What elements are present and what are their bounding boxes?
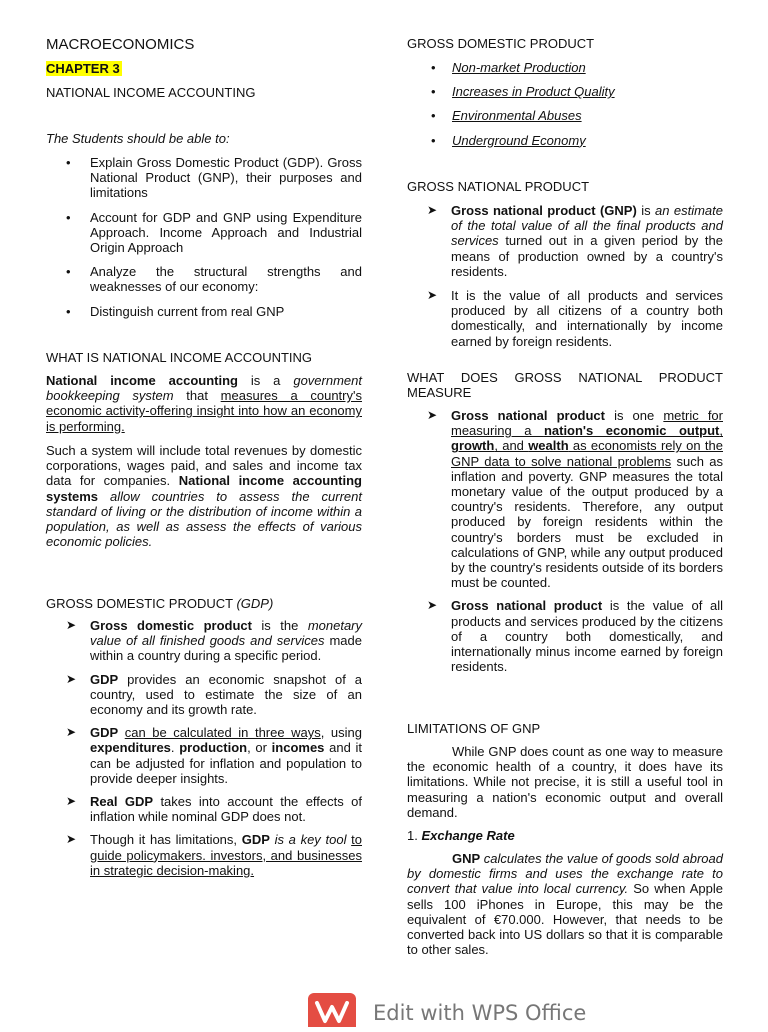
bullet-dot-icon: • xyxy=(66,209,71,225)
objective-item xyxy=(46,264,362,294)
text-run: as economists rely on the GNP data to solve national problems xyxy=(451,438,723,469)
chapter-label xyxy=(46,61,122,76)
exchange-rate-heading xyxy=(407,828,515,843)
text-run: such as inflation and poverty. GNP measures the total monetary value of the output produced by a country's residents. Therefore, any output produced by foreign residents within the country's borders must be excluded in calculations of GNP, while any output produced by the country's residents outside of its borders must be counted. xyxy=(451,453,723,591)
gdp-limit-item xyxy=(407,84,723,99)
gnp-item-text: It is the value of all products and services produced by all citizens of a country both domestically, and internationally by income earned by foreign residents. xyxy=(451,288,723,349)
arrow-bullet-icon: ➤ xyxy=(427,408,438,422)
bullet-dot-icon: • xyxy=(66,155,71,170)
text-run: monetary value of all finished goods and services xyxy=(90,618,363,649)
gnp-item xyxy=(407,203,723,279)
text-run: is the xyxy=(251,618,308,633)
wps-edit-text: Edit with WPS Office xyxy=(373,1001,587,1025)
text-run: , using xyxy=(320,725,362,741)
gnp-list xyxy=(407,203,723,349)
objective-item xyxy=(46,210,362,256)
text-run: is the value of all products and services produced by the citizens of a country both domestically, and internationally minus income earned by foreign residents. xyxy=(451,598,723,675)
measure-item xyxy=(407,408,723,590)
text-run: Real GDP xyxy=(90,794,154,810)
gdp-item xyxy=(46,832,362,878)
text-run: nation's economic output xyxy=(543,423,720,439)
bullet-dot-icon: • xyxy=(431,132,436,148)
text-run: National income accounting systems xyxy=(46,473,362,504)
exchange-rate-paragraph xyxy=(407,851,723,957)
objective-text: Distinguish current from real GNP xyxy=(90,303,285,319)
text-run: GNP xyxy=(452,851,481,866)
nia-paragraph-2 xyxy=(46,443,362,549)
gdp-item-text xyxy=(90,832,362,878)
nia-paragraph-1 xyxy=(46,373,362,434)
text-run: allow countries to assess the current standard of living or the distribution of income within a population, as well as assess the effects of various economic policies. xyxy=(46,488,362,550)
nia-heading: WHAT IS NATIONAL INCOME ACCOUNTING xyxy=(46,350,313,365)
chapter-subtitle: NATIONAL INCOME ACCOUNTING xyxy=(46,85,256,100)
text-run: calculates the value of goods sold abroad by domestic firms and uses the exchange rate to convert that value into local currency. xyxy=(407,851,724,897)
gdp-limit-text: Underground Economy xyxy=(452,132,586,148)
text-run: 1. xyxy=(407,828,422,843)
text-run: Exchange Rate xyxy=(421,828,515,843)
objective-text: Analyze the structural strengths and weaknesses of our economy: xyxy=(90,264,362,295)
text-run: production xyxy=(179,740,248,756)
text-run: GROSS DOMESTIC PRODUCT xyxy=(46,596,237,611)
text-run: expenditures xyxy=(90,740,171,756)
gdp-limit-text: Increases in Product Quality xyxy=(452,84,615,100)
measure-item xyxy=(407,598,723,674)
gnp-item xyxy=(407,288,723,349)
text-run: is a xyxy=(237,373,294,388)
text-run: . xyxy=(170,740,180,756)
gdp-item xyxy=(46,725,362,786)
text-run: and it can be adjusted for inflation and population to provide deeper insights. xyxy=(90,740,362,786)
bullet-dot-icon: • xyxy=(66,303,71,319)
text-run: So when Apple sells 100 iPhones in Europe, this may be the equivalent of €70.000. However, that needs to be converted back into US dollars so that it is comparable to other sales. xyxy=(407,881,723,958)
gdp-item xyxy=(46,618,362,664)
text-run: wealth xyxy=(528,438,569,454)
gdp-list xyxy=(46,618,362,878)
gdp-item-text xyxy=(90,725,362,786)
text-run: provides an economic snapshot of a country, used to estimate the size of an economy and its growth rate. xyxy=(90,671,362,718)
chapter-highlight: CHAPTER 3 xyxy=(46,61,120,76)
objective-text: Account for GDP and GNP using Expenditure Approach. Income Approach and Industrial Origin Approach xyxy=(90,209,362,256)
gnp-measure-heading: WHAT DOES GROSS NATIONAL PRODUCT MEASURE xyxy=(407,370,723,401)
gnp-item-text xyxy=(451,203,723,279)
text-run: Though it has limitations, xyxy=(90,832,242,848)
objective-text: Explain Gross Domestic Product (GDP). Gross National Product (GNP), their purposes and limitations xyxy=(90,155,362,201)
arrow-bullet-icon: ➤ xyxy=(66,725,77,740)
bullet-dot-icon: • xyxy=(66,264,71,280)
measure-list xyxy=(407,408,723,674)
text-run: an estimate of the total value of all the final products and services xyxy=(451,203,723,249)
gdp-item-text xyxy=(90,618,362,664)
text-run: to guide policymakers. investors, and businesses in strategic decision-making. xyxy=(90,832,362,878)
document-title: MACROECONOMICS xyxy=(46,36,195,53)
text-run: takes into account the effects of inflation while nominal GDP does not. xyxy=(90,794,362,825)
bullet-dot-icon: • xyxy=(431,60,436,75)
gdp-item xyxy=(46,794,362,824)
text-run: is xyxy=(636,203,655,218)
text-run: government bookkeeping system xyxy=(46,373,362,404)
text-run: Such a system will include total revenues by domestic corporations, wages paid, and sales and income tax data for companies. xyxy=(46,443,362,489)
gnp-limits-heading: LIMITATIONS OF GNP xyxy=(407,721,541,736)
text-run: , xyxy=(719,423,723,439)
text-run: can be calculated in three ways xyxy=(124,725,321,741)
text-run: turned out in a given period by the means of production owned by a country's residents. xyxy=(451,233,723,279)
text-run: (GDP) xyxy=(236,596,274,611)
objective-item xyxy=(46,155,362,201)
gdp-limits-list xyxy=(407,60,723,148)
gnp-limits-paragraph: While GNP does count as one way to measure the economic health of a country, it does have its limitations. While not precise, it is still a useful tool in measuring a nation's economic output and overall demand. xyxy=(407,744,723,820)
gdp-item-text xyxy=(90,794,362,824)
gdp-limit-text: Non-market Production xyxy=(452,60,586,75)
text-run: , and xyxy=(494,438,529,454)
text-run: made within a country during a specific period. xyxy=(90,633,362,664)
text-run: GDP xyxy=(241,832,270,848)
arrow-bullet-icon: ➤ xyxy=(66,618,77,632)
gdp-item-text xyxy=(90,672,362,718)
text-run: growth xyxy=(451,438,495,454)
wps-logo-icon xyxy=(308,993,356,1027)
nia-term: National income accounting xyxy=(46,373,238,388)
text-run: Gross national product xyxy=(451,598,603,614)
measure-item-text xyxy=(451,408,723,590)
arrow-bullet-icon: ➤ xyxy=(66,671,77,686)
arrow-bullet-icon: ➤ xyxy=(66,832,77,847)
gdp-limit-text: Environmental Abuses xyxy=(452,108,582,124)
text-run: metric for measuring a xyxy=(451,408,723,439)
text-run: Gross national product (GNP) xyxy=(451,203,637,218)
text-run: measures a country's economic activity-offering insight into how an economy is performing. xyxy=(46,388,362,434)
text-run: incomes xyxy=(271,740,325,756)
text-run: GDP xyxy=(90,725,119,741)
gdp-limit-item xyxy=(407,108,723,123)
gdp-limits-heading: GROSS DOMESTIC PRODUCT xyxy=(407,36,595,51)
gdp-item xyxy=(46,672,362,718)
text-run: Gross national product xyxy=(451,408,605,423)
arrow-bullet-icon: ➤ xyxy=(427,288,438,303)
wps-logo-mark xyxy=(308,993,356,1027)
objectives-intro: The Students should be able to: xyxy=(46,131,230,146)
arrow-bullet-icon: ➤ xyxy=(66,794,77,809)
gdp-limit-item xyxy=(407,60,723,75)
objectives-list xyxy=(46,155,362,319)
text-run: Gross domestic product xyxy=(90,618,252,633)
text-run: GDP xyxy=(90,671,119,687)
gdp-heading xyxy=(46,596,273,611)
text-run: that xyxy=(173,388,221,404)
text-run: is one xyxy=(604,408,664,423)
objective-item xyxy=(46,304,362,319)
arrow-bullet-icon: ➤ xyxy=(427,598,438,613)
text-run: , or xyxy=(247,740,272,756)
bullet-dot-icon: • xyxy=(431,108,436,124)
bullet-dot-icon: • xyxy=(431,84,436,100)
wps-watermark xyxy=(0,990,768,1024)
arrow-bullet-icon: ➤ xyxy=(427,203,438,217)
measure-item-text xyxy=(451,598,723,674)
gdp-limit-item xyxy=(407,133,723,148)
gnp-heading: GROSS NATIONAL PRODUCT xyxy=(407,179,590,194)
text-run: is a key tool xyxy=(269,832,347,848)
